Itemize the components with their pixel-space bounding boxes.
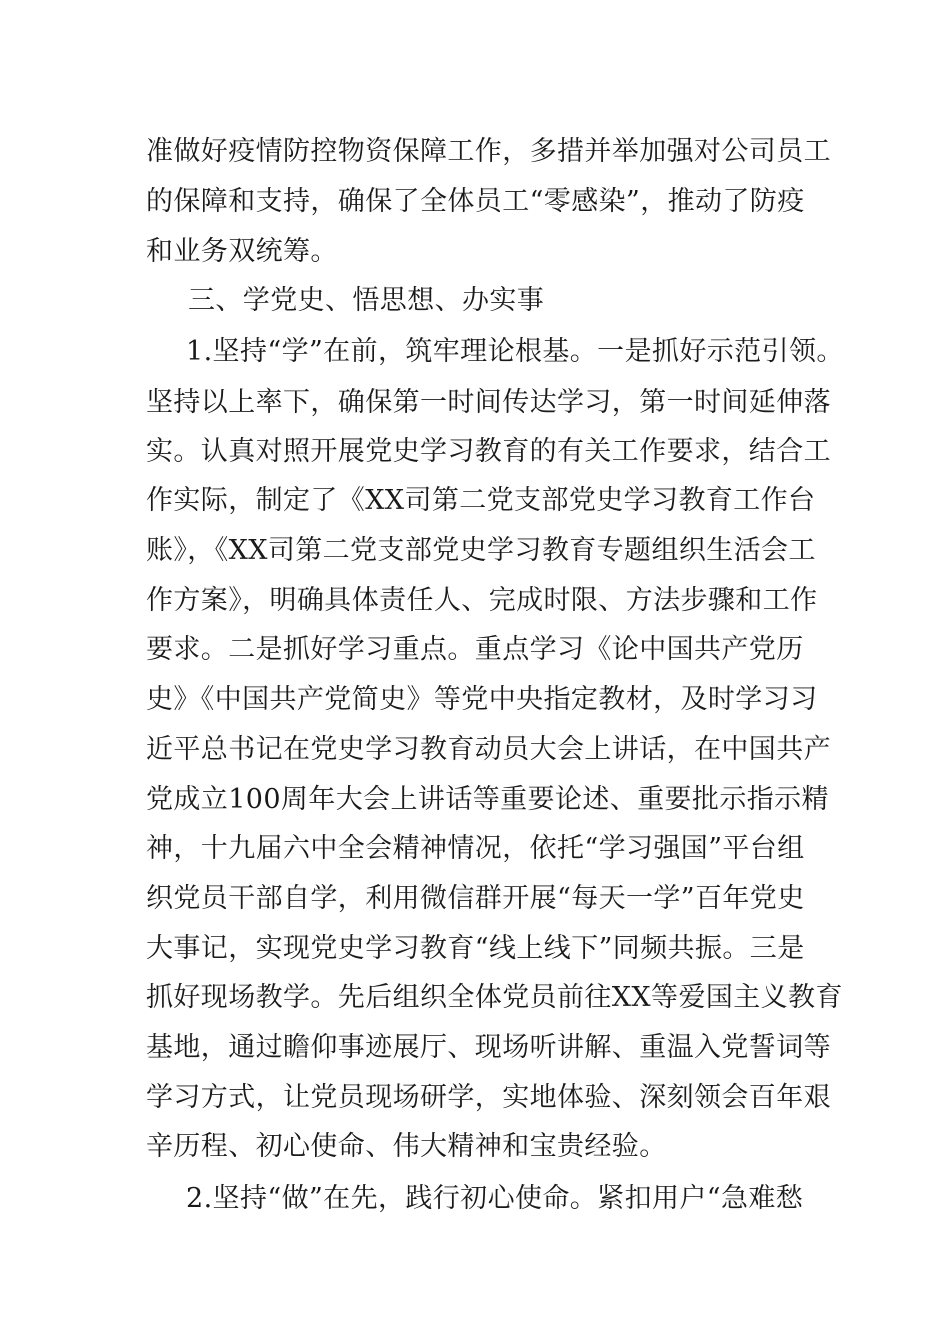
body-text-line: 账》，《XX司第二党支部党史学习教育专题组织生活会工 — [146, 535, 816, 566]
body-text-line: 神，十九届六中全会精神情况，依托“学习强国”平台组 — [146, 833, 805, 864]
body-text-line: 坚持以上率下，确保第一时间传达学习，第一时间延伸落 — [146, 387, 831, 418]
section-heading: 三、学党史、悟思想、办实事 — [188, 285, 545, 316]
paragraph-first-line: 1.坚持“学”在前，筑牢理论根基。一是抓好示范引领。 — [186, 336, 844, 367]
body-text-line: 近平总书记在党史学习教育动员大会上讲话，在中国共产 — [146, 734, 831, 765]
body-text-line: 史》《中国共产党简史》等党中央指定教材，及时学习习 — [146, 684, 818, 715]
body-text-line: 辛历程、初心使命、伟大精神和宝贵经验。 — [146, 1131, 667, 1162]
body-text-line: 作实际，制定了《XX司第二党支部党史学习教育工作台 — [146, 485, 816, 516]
body-text-line: 准做好疫情防控物资保障工作，多措并举加强对公司员工 — [146, 136, 831, 167]
body-text-line: 实。认真对照开展党史学习教育的有关工作要求，结合工 — [146, 436, 831, 467]
body-text-line: 党成立100周年大会上讲话等重要论述、重要批示指示精 — [146, 784, 829, 815]
paragraph-first-line: 2.坚持“做”在先，践行初心使命。紧扣用户“急难愁 — [186, 1183, 804, 1214]
body-text-line: 基地，通过瞻仰事迹展厅、现场听讲解、重温入党誓词等 — [146, 1032, 831, 1063]
body-text-line: 和业务双统筹。 — [146, 236, 338, 267]
body-text-line: 学习方式，让党员现场研学，实地体验、深刻领会百年艰 — [146, 1082, 831, 1113]
body-text-line: 作方案》，明确具体责任人、完成时限、方法步骤和工作 — [146, 585, 818, 616]
body-text-line: 要求。二是抓好学习重点。重点学习《论中国共产党历 — [146, 634, 804, 665]
body-text-line: 的保障和支持，确保了全体员工“零感染”，推动了防疫 — [146, 186, 805, 217]
body-text-line: 织党员干部自学，利用微信群开展“每天一学”百年党史 — [146, 883, 805, 914]
body-text-line: 大事记，实现党史学习教育“线上线下”同频共振。三是 — [146, 933, 805, 964]
body-text-line: 抓好现场教学。先后组织全体党员前往XX等爱国主义教育 — [146, 982, 843, 1013]
